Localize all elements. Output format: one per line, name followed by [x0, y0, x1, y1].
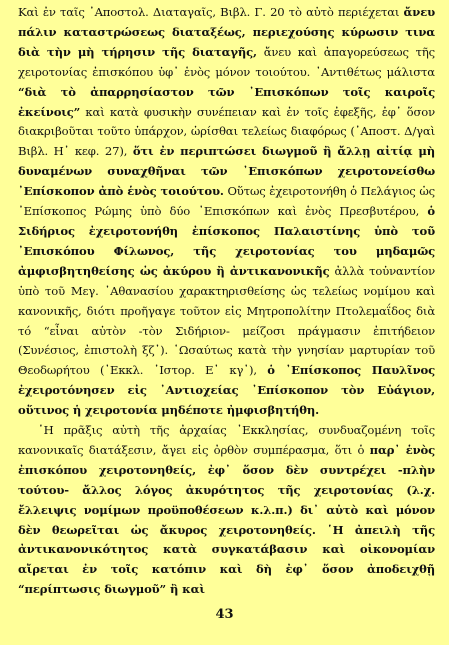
- bold-text-run: ὁ ᾿Επίσκοπος Παυλῖνος ἐχειροτόνησεν εἰς ᾿Αντιοχείας ᾿Επίσκοπον τὸν Εὐάγιον, οὕτινος ἡ χειροτονία μηδέποτε ἠμφισβητήθη.: [18, 363, 436, 418]
- bold-text-run: ῾Η ἀπειλὴ τῆς ἀντικανονικότητος κατὰ συγκατάβασιν καὶ οἰκονομίαν αἴρεται ἐν τοῖς κατόπιν καὶ δὴ ἐφ᾿ ὅσον ἀποδειχθῇ “περίπτωσις διωγμοῦ” ἢ καὶ: [18, 522, 435, 597]
- bold-text-run: ὅτι ἐν περιπτώσει διωγμοῦ ἢ ἄλλῃ αἰτίᾳ μὴ δυναμένων συναχθῆναι τῶν ᾿Επισκόπων χειροτονείσθω ᾿Επίσκοπον ἀπὸ ἑνὸς τοιούτου.: [18, 144, 435, 199]
- bold-text-run: ὁ Σιδήριος ἐχειροτονήθη ἐπίσκοπος Παλαιστίνης ὑπὸ τοῦ ᾿Επισκόπου Φίλωνος, τῆς χειροτονίας του μηδαμῶς ἀμφισβητηθείσης ὡς ἀκύρου ἢ ἀντικανονικῆς: [18, 204, 435, 278]
- text-run: Καὶ ἐν ταῖς ᾿Αποστολ. Διαταγαῖς, Βιβλ. Γ. 20 τὸ αὐτὸ περιέχεται: [18, 5, 404, 19]
- body-text: [18, 3, 435, 600]
- bold-text-run: παρ᾿ ἑνὸς ἐπισκόπου χειροτονηθείς, ἐφ᾿ ὅσον δὲν συντρέχει -πλὴν τούτου- ἄλλος λόγος ἀκυρότητος τῆς χειροτονίας (λ.χ. ἔλλειψις νομίμων προϋποθέσεων κ.λ.π.) δι᾿ αὐτὸ καὶ μόνον δὲν θεωρεῖται ὡς ἄκυρος χειροτονηθείς.: [18, 442, 435, 537]
- text-run: ῾Η πρᾶξις αὐτὴ τῆς ἀρχαίας ᾿Εκκλησίας, συνδυαζομένη τοῖς κανονικαῖς διατάξεσιν, ἄγει εἰς ὀρθὸν συμπέρασμα, ὅτι ὁ: [18, 423, 435, 457]
- paragraph: [18, 3, 435, 421]
- page-number: 43: [215, 607, 234, 622]
- text-run: [316, 523, 327, 537]
- text-run: Οὕτως ἐχειροτονήθη ὁ Πελάγιος ὡς ᾿Επίσκοπος Ρώμης ὑπὸ δύο ᾿Επισκόπων καὶ ἑνὸς Πρεσβυτέρου,: [18, 184, 435, 219]
- text-run: ἀλλὰ τοὐναντίον ὑπὸ τοῦ Μεγ. ᾿Αθανασίου χαρακτηρισθείσης ὡς τελείως νομίμου καὶ κανονικῆς, διότι προῆγαγε τοῦτον εἰς Μητροπολίτην Πτολεμαΐδος διὰ τό “εἶναι αὐτὸν -τὸν Σιδήριον- μείζοσι πράγμασιν ἐπιτήδειον (Συνέσιος, ἐπιστολὴ ξζ᾿). ῾Ωσαύτως κατὰ τὴν γνησίαν μαρτυρίαν τοῦ Θεοδωρήτου (᾿Εκκλ. ᾿Ιστορ. Ε᾿ κγ᾿),: [18, 263, 435, 378]
- text-run: ἄνευ καὶ ἀπαγορεύσεως τῆς χειροτονίας ἐπισκόπου ὑφ᾿ ἑνὸς μόνον τοιούτου. ᾿Αντιθέτως μάλιστα: [18, 44, 435, 79]
- bold-text-run: ἄνευ πάλιν καταστρώσεως διαταξέως, περιεχούσης κύρωσιν τινα διὰ τὴν μὴ τήρησιν τῆς διαταγῆς,: [18, 5, 435, 59]
- paragraph: [18, 421, 435, 600]
- bold-text-run: “διὰ τὸ ἀπαρρησίαστον τῶν ᾿Επισκόπων τοῖς καιροῖς ἐκείνοις”: [18, 84, 435, 119]
- text-run: καὶ κατὰ φυσικὴν συνέπειαν καὶ ἐν τοῖς ἐφεξῆς, ἐφ᾿ ὅσον διακριβοῦται τοῦτο ὑπάρχον, ὡρίσθαι τελείως διαφόρως (᾿Αποστ. Δ/γαὶ Βιβλ. Η᾿ κεφ. 27),: [18, 104, 435, 159]
